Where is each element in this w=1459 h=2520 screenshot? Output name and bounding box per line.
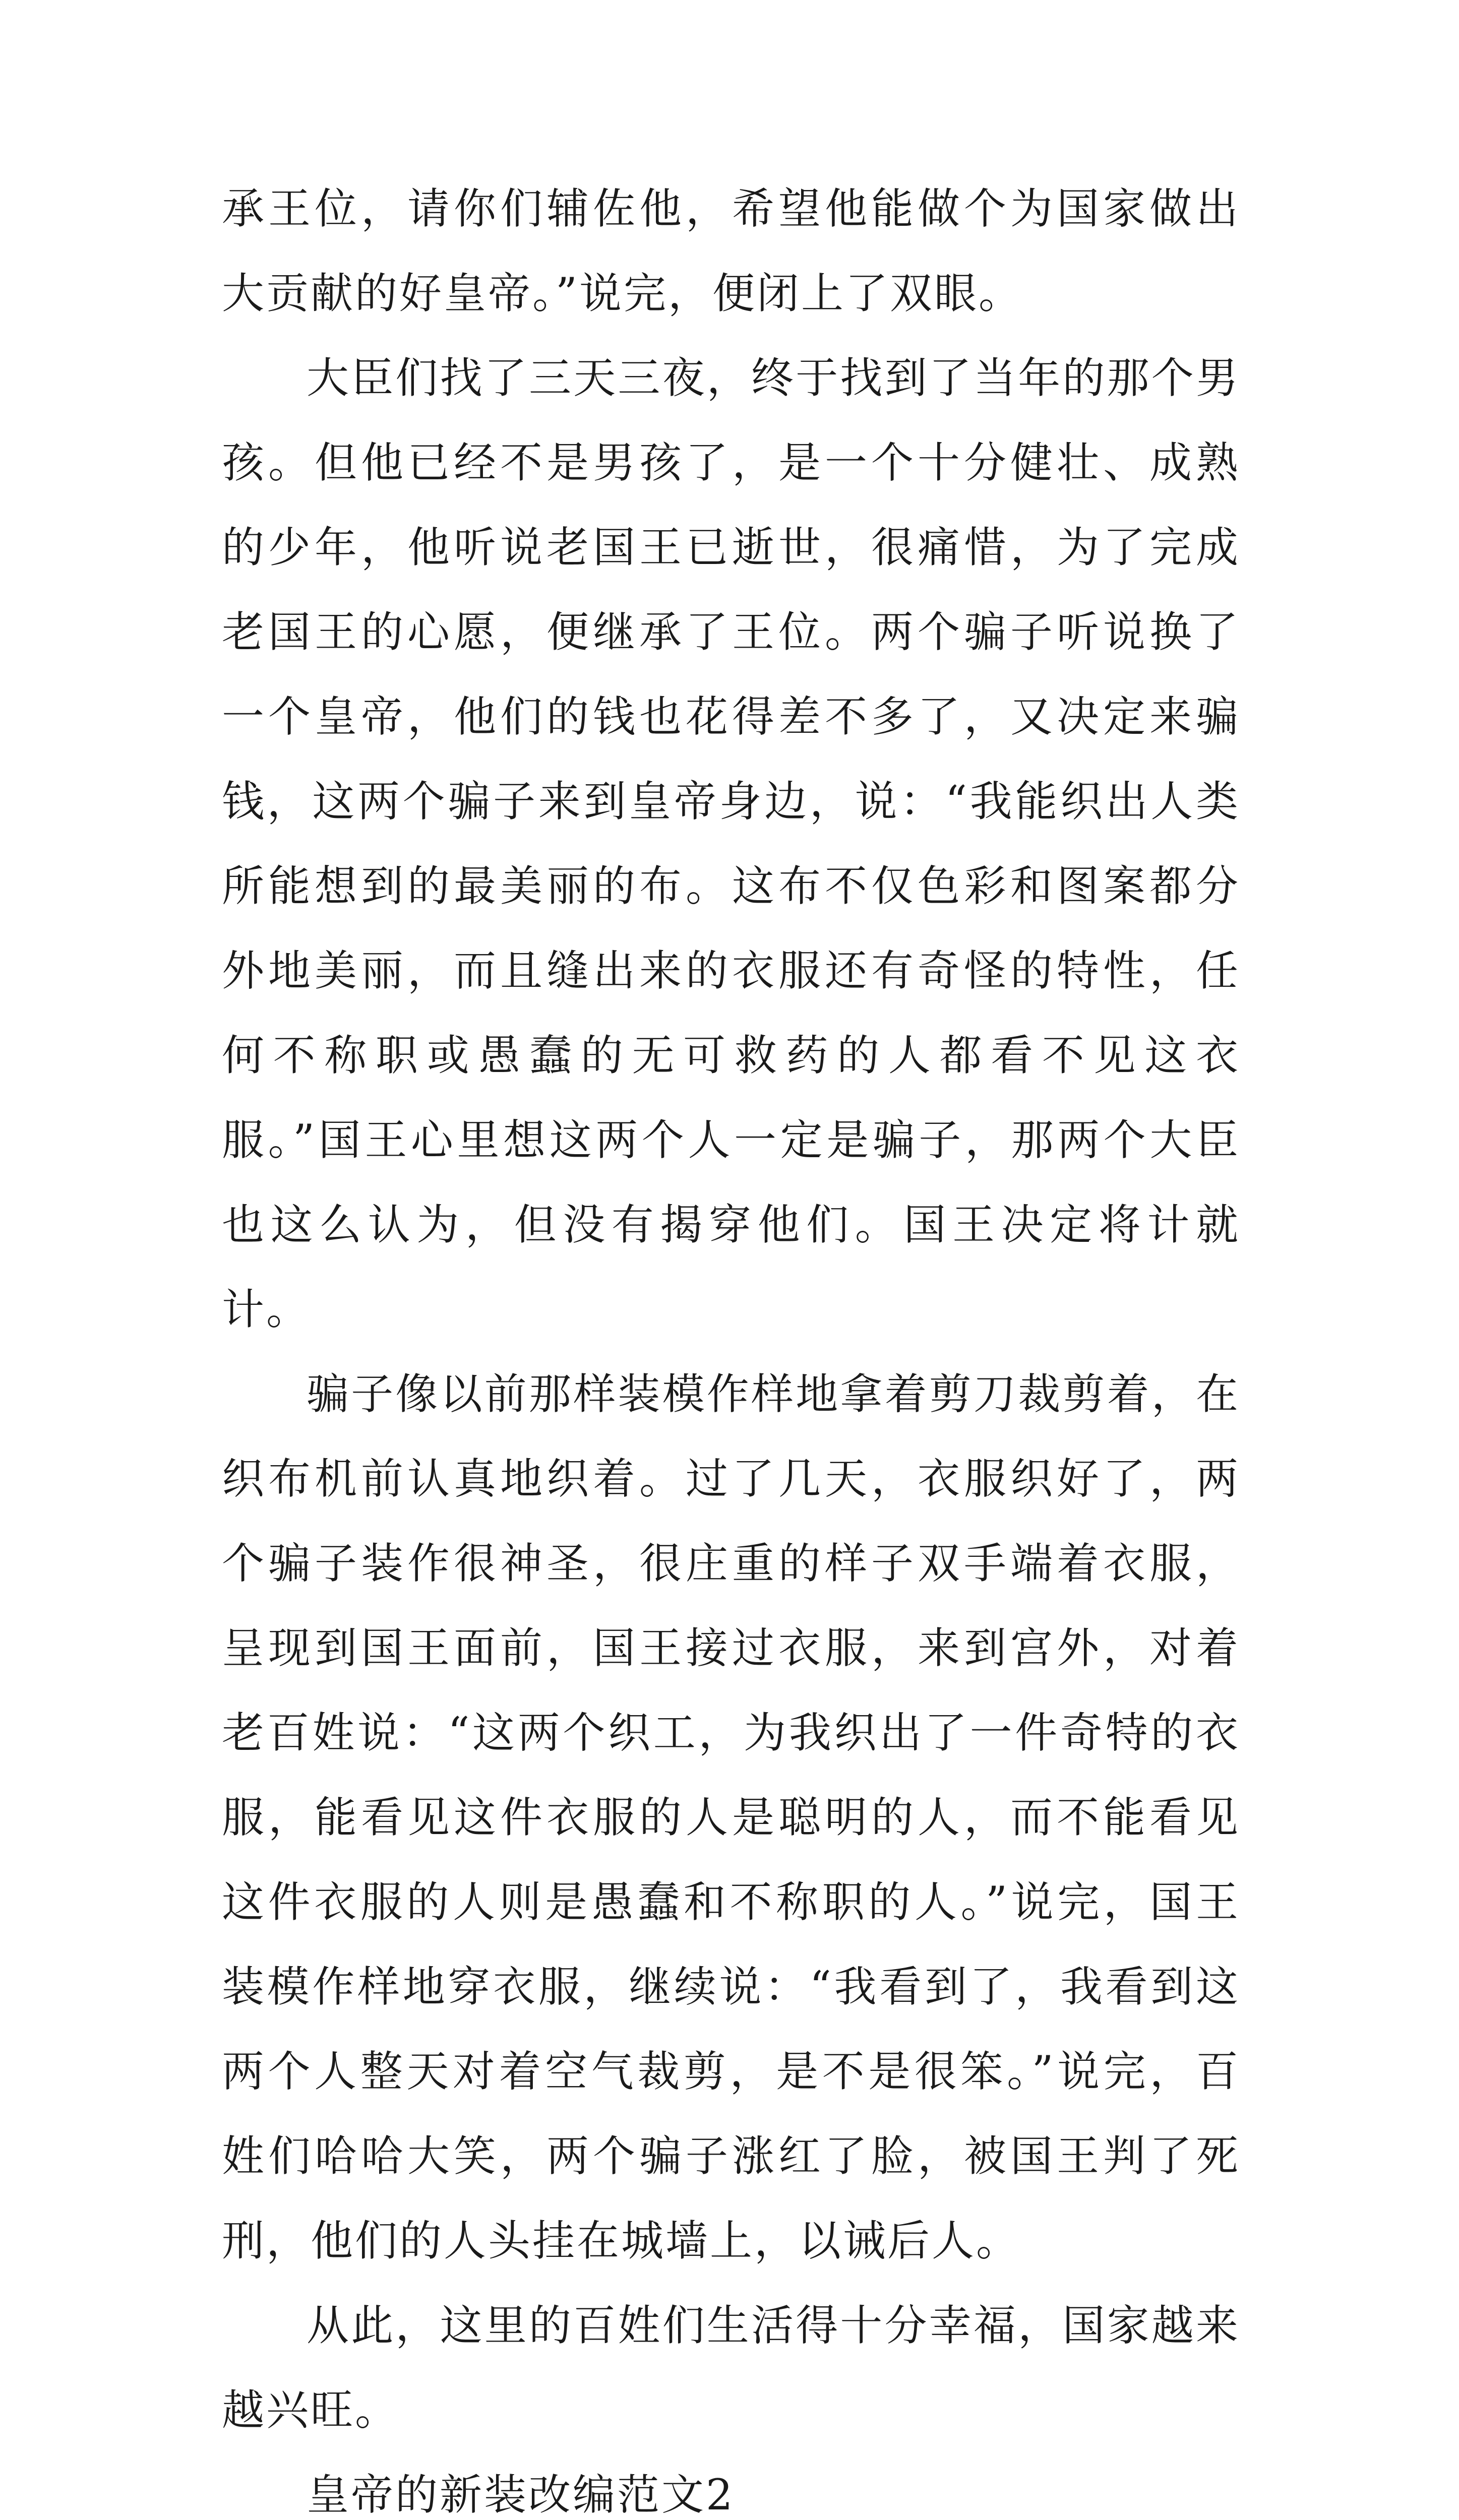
section-heading: 皇帝的新装改编范文2	[307, 2470, 735, 2519]
paragraph-1: 承王位，请你们辅佐他，希望他能做个为国家做出大贡献的好皇帝。”说完，便闭上了双眼。	[222, 184, 1240, 318]
paragraph-2: 大臣们找了三天三夜，终于找到了当年的那个男孩。但他已经不是男孩了，是一个十分健壮、成熟的少年，他听说老国王已逝世，很痛惜，为了完成老国王的心愿，便继承了王位。两个骗子听说换了一个皇帝，他们的钱也花得差不多了，又决定来骗钱，这两个骗子来到皇帝身边，说：“我能织出人类所能想到的最美丽的布。这布不仅色彩和图案都分外地美丽，而且缝出来的衣服还有奇怪的特性，任何不称职或愚蠢的无可救药的人都看不见这衣服。”国王心里想这两个人一定是骗子，那两个大臣也这么认为，但没有揭穿他们。国王决定将计就计。	[222, 353, 1240, 1334]
document-body	[222, 166, 1240, 2520]
paragraph-4: 从此，这里的百姓们生活得十分幸福，国家越来越兴旺。	[222, 2301, 1240, 2435]
paragraph-3: 骗子像以前那样装模作样地拿着剪刀裁剪着，在织布机前认真地织着。过了几天，衣服织好了，两个骗子装作很神圣，很庄重的样子双手端着衣服，呈现到国王面前，国王接过衣服，来到宫外，对着老百姓说：“这两个织工，为我织出了一件奇特的衣服，能看见这件衣服的人是聪明的人，而不能看见这件衣服的人则是愚蠢和不称职的人。”说完，国王装模作样地穿衣服，继续说：“我看到了，我看到这两个人整天对着空气裁剪，是不是很笨。”说完，百姓们哈哈大笑，两个骗子涨红了脸，被国王判了死刑，他们的人头挂在城墙上，以诫后人。	[222, 1369, 1240, 2265]
